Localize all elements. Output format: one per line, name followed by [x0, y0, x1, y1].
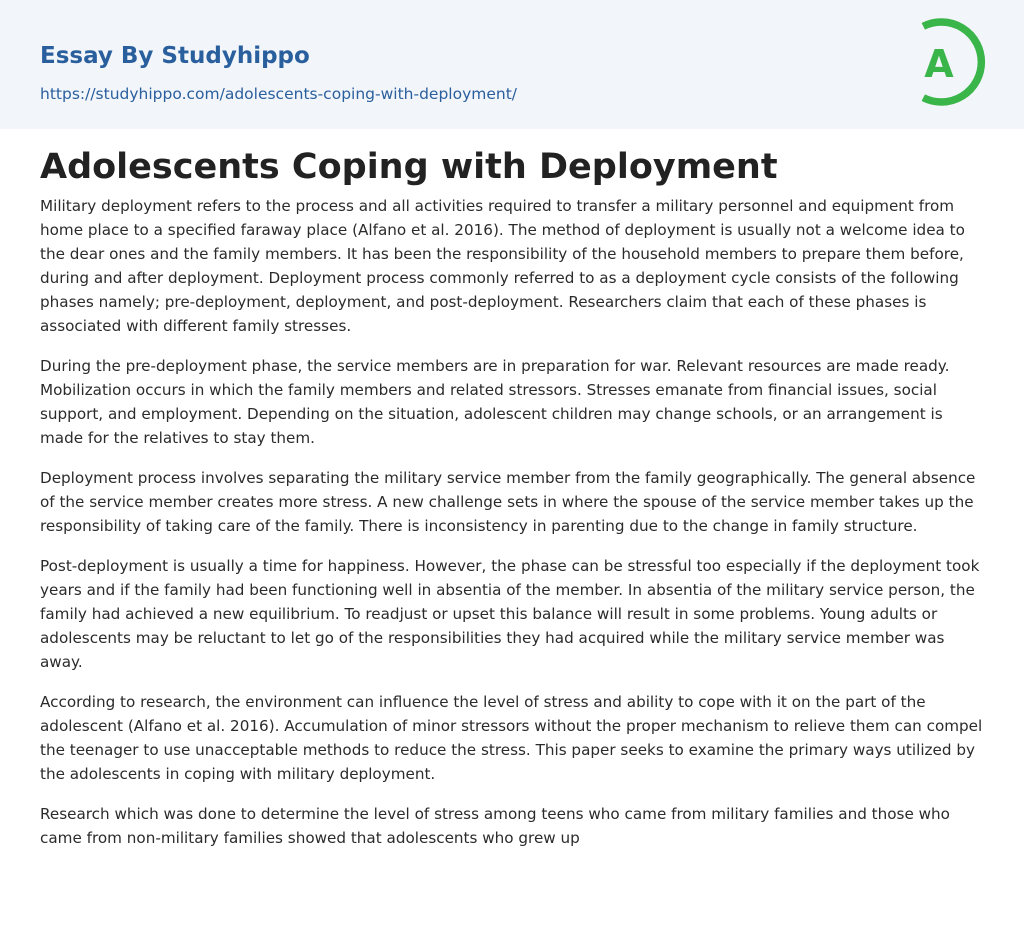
page-title: Adolescents Coping with Deployment: [40, 147, 778, 187]
essay-paragraph: During the pre-deployment phase, the service members are in preparation for war. Relevant resources are made ready. Mobilization occurs in which the family members and related stressors. Stresses emanate from financial issues, social support, and employment. Depending on the situation, adolescent children may change schools, or an arrangement is made for the relatives to stay them.: [40, 357, 950, 447]
essay-paragraph: Deployment process involves separating the military service member from the family geographically. The general absence of the service member creates more stress. A new challenge sets in where the spouse of the service member takes up the responsibility of taking care of the family. There is inconsistency in parenting due to the change in family structure.: [40, 469, 976, 535]
essay-paragraph: Military deployment refers to the process and all activities required to transfer a military personnel and equipment from home place to a specified faraway place (Alfano et al. 2016). The method of deployment is usually not a welcome idea to the dear ones and the family members. It has been the responsibility of the household members to prepare them before, during and after deployment. Deployment process commonly referred to as a deployment cycle consists of the following phases namely; pre-deployment, deployment, and post-deployment. Researchers claim that each of these phases is associated with different family stresses.: [40, 197, 965, 335]
page-header: [0, 0, 1024, 129]
brand-title: Essay By Studyhippo: [40, 43, 310, 69]
essay-body: [40, 194, 986, 866]
essay-paragraph: Post-deployment is usually a time for happiness. However, the phase can be stressful too especially if the deployment took years and if the family had been functioning well in absentia of the member. In absentia of the military service person, the family had achieved a new equilibrium. To readjust or upset this balance will result in some problems. Young adults or adolescents may be reluctant to let go of the responsibilities they had acquired while the military service member was away.: [40, 557, 980, 671]
essay-paragraph: According to research, the environment can influence the level of stress and ability to cope with it on the part of the adolescent (Alfano et al. 2016). Accumulation of minor stressors without the proper mechanism to relieve them can compel the teenager to use unacceptable methods to reduce the stress. This paper seeks to examine the primary ways utilized by the adolescents in coping with military deployment.: [40, 693, 983, 783]
essay-paragraph: Research which was done to determine the level of stress among teens who came from military families and those who came from non-military families showed that adolescents who grew up: [40, 805, 950, 847]
studyhippo-a-logo-icon[interactable]: [898, 16, 990, 108]
source-url-link[interactable]: https://studyhippo.com/adolescents-coping-with-deployment/: [40, 85, 518, 103]
logo-letter: A: [924, 42, 954, 86]
